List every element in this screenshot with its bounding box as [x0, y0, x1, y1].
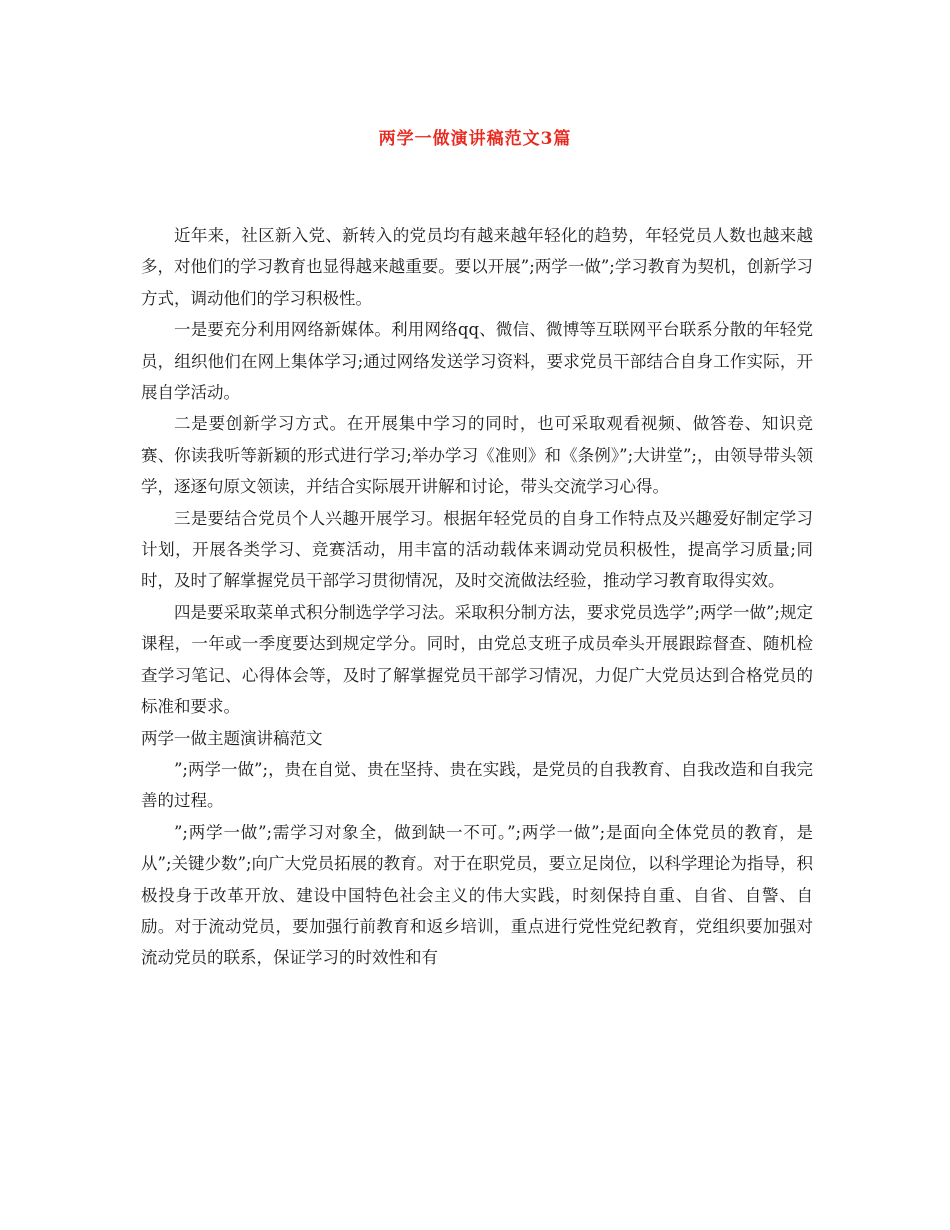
section-subtitle: 两学一做主题演讲稿范文 — [141, 728, 323, 748]
paragraph: ”;两学一做”;，贵在自觉、贵在坚持、贵在实践，是党员的自我教育、自我改造和自我完善的过程。 — [141, 759, 813, 811]
paragraph: ”;两学一做”;需学习对象全，做到缺一不可。”;两学一做”;是面向全体党员的教育，是从”;关键少数”;向广大党员拓展的教育。对于在职党员，要立足岗位，以科学理论为指导，积极投身于改革开放、建设中国特色社会主义的伟大实践，时刻保持自重、自省、自警、自励。对于流动党员，要加强行前教育和返乡培训，重点进行党性党纪教育，党组织要加强对流动党员的联系，保证学习的时效性和有 — [141, 822, 813, 968]
document-body — [141, 220, 813, 974]
paragraph: 四是要采取菜单式积分制选学学习法。采取积分制方法，要求党员选学”;两学一做”;规定课程，一年或一季度要达到规定学分。同时，由党总支班子成员牵头开展跟踪督查、随机检查学习笔记、心得体会等，及时了解掌握党员干部学习情况，力促广大党员达到合格党员的标准和要求。 — [141, 602, 813, 717]
paragraph: 二是要创新学习方式。在开展集中学习的同时，也可采取观看视频、做答卷、知识竞赛、你读我听等新颖的形式进行学习;举办学习《准则》和《条例》”;大讲堂”;，由领导带头领学，逐逐句原文领读，并结合实际展开讲解和讨论，带头交流学习心得。 — [141, 414, 813, 497]
document-title: 两学一做演讲稿范文3篇 — [378, 129, 572, 149]
paragraph: 三是要结合党员个人兴趣开展学习。根据年轻党员的自身工作特点及兴趣爱好制定学习计划，开展各类学习、竞赛活动，用丰富的活动载体来调动党员积极性，提高学习质量;同时，及时了解掌握党员干部学习贯彻情况，及时交流做法经验，推动学习教育取得实效。 — [141, 508, 813, 591]
paragraph: 近年来，社区新入党、新转入的党员均有越来越年轻化的趋势，年轻党员人数也越来越多，对他们的学习教育也显得越来越重要。要以开展”;两学一做”;学习教育为契机，创新学习方式，调动他们的学习积极性。 — [141, 226, 813, 308]
paragraph: 一是要充分利用网络新媒体。利用网络qq、微信、微博等互联网平台联系分散的年轻党员，组织他们在网上集体学习;通过网络发送学习资料，要求党员干部结合自身工作实际，开展自学活动。 — [141, 320, 813, 403]
